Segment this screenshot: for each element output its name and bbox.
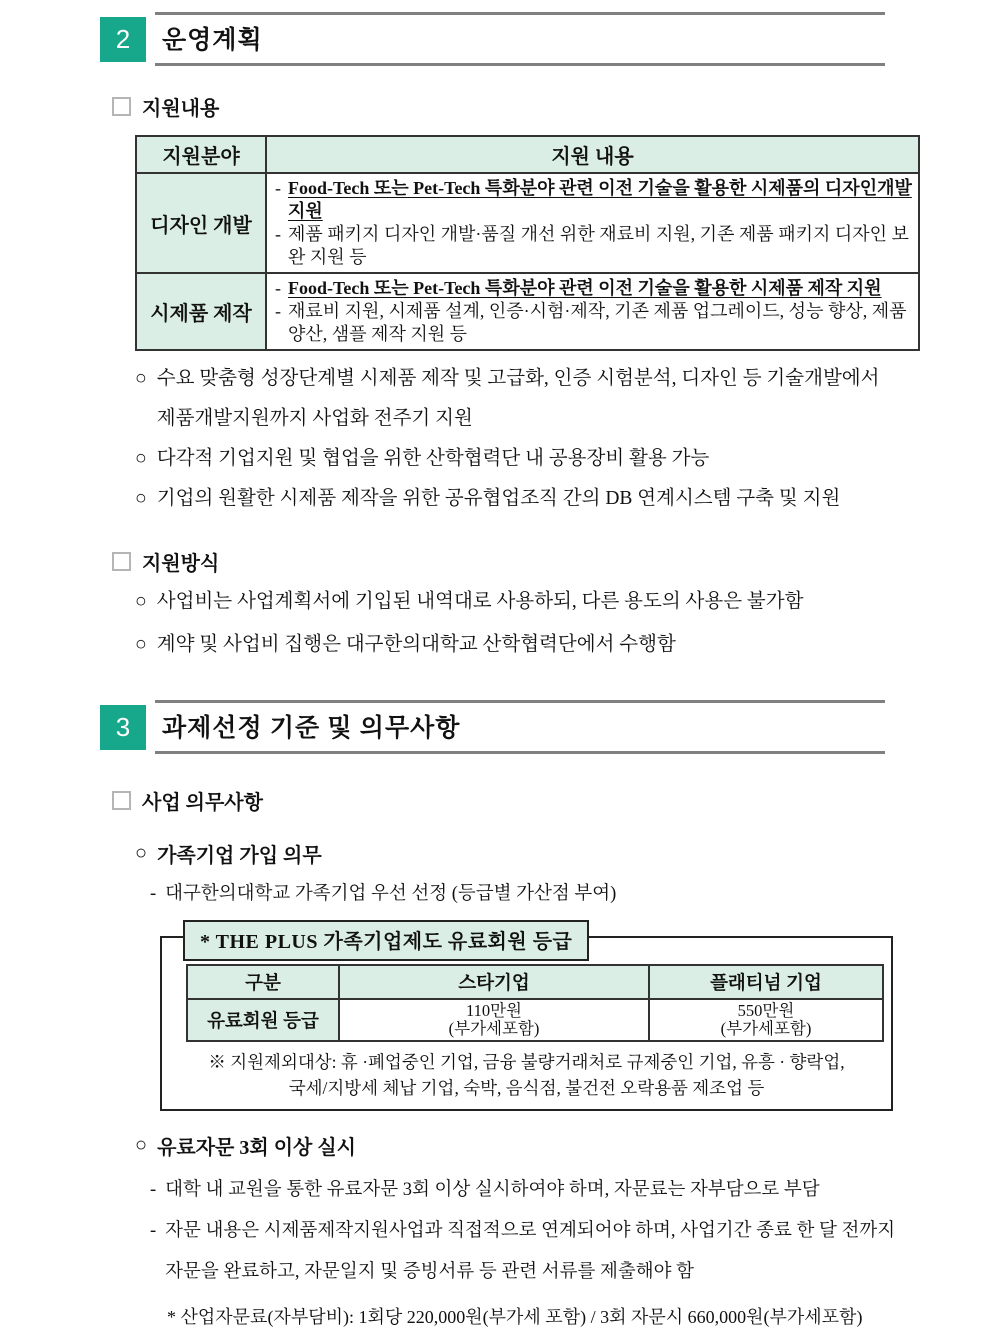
section-2-number-badge: 2 bbox=[100, 17, 146, 62]
square-bullet-icon bbox=[112, 791, 131, 810]
square-bullet-icon bbox=[112, 552, 131, 571]
the-plus-grade-box-title: * THE PLUS 가족기업제도 유료회원 등급 bbox=[183, 920, 589, 961]
duty-heading bbox=[112, 786, 992, 815]
list-item bbox=[275, 177, 912, 223]
circle-bullet: ○ bbox=[135, 591, 147, 612]
dash-bullet: - bbox=[275, 278, 281, 298]
support-content-heading-label: 지원내용 bbox=[142, 98, 220, 120]
family-company-heading-label: 가족기업 가입 의무 bbox=[157, 845, 322, 867]
dash-bullet: - bbox=[275, 301, 281, 321]
grade-table-value-row bbox=[187, 999, 883, 1041]
list-item bbox=[150, 1170, 912, 1211]
advisory-list bbox=[150, 1170, 912, 1293]
support-table-category-design: 디자인 개발 bbox=[136, 173, 266, 273]
grade-header-platinum: 플래티넘 기업 bbox=[649, 965, 883, 999]
paid-advisory-heading bbox=[135, 1131, 992, 1160]
section-2-title-rule bbox=[155, 12, 885, 66]
advisory-item-2: 자문 내용은 시제품제작지원사업과 직접적으로 연계되어야 하며, 사업기간 종료 한 달 전까지 자문을 완료하고, 자문일지 및 증빙서류 등 관련 서류를 제출해야 함 bbox=[165, 1221, 896, 1282]
grade-platinum-value bbox=[649, 999, 883, 1041]
duty-heading-label: 사업 의무사항 bbox=[142, 792, 263, 814]
dash-bullet: - bbox=[275, 178, 281, 198]
design-item-1: Food-Tech 또는 Pet-Tech 특화분야 관련 이전 기술을 활용한 시제품의 디자인개발 지원 bbox=[288, 178, 912, 221]
grade-table bbox=[186, 964, 884, 1042]
support-table-content-design bbox=[266, 173, 919, 273]
grade-platinum-vat: (부가세포함) bbox=[720, 1019, 812, 1038]
section-3-header bbox=[100, 700, 885, 754]
exclusion-note-line-1: ※ 지원제외대상: 휴 ·폐업중인 기업, 금융 불량거래처로 규제중인 기업, 유흥 · 향락업, bbox=[208, 1052, 845, 1072]
method-bullet-2: 계약 및 사업비 집행은 대구한의대학교 산학협력단에서 수행함 bbox=[156, 634, 676, 655]
dash-bullet: - bbox=[150, 1221, 157, 1241]
support-content-heading bbox=[112, 92, 992, 121]
prototype-item-2: 재료비 지원, 시제품 설계, 인증·시험·제작, 기존 제품 업그레이드, 성능 향상, 제품 양산, 샘플 제작 지원 등 bbox=[288, 301, 907, 344]
paid-advisory-heading-label: 유료자문 3회 이상 실시 bbox=[157, 1137, 356, 1159]
section-2-title: 운영계획 bbox=[162, 27, 263, 54]
support-table-content-prototype bbox=[266, 273, 919, 350]
square-bullet-icon bbox=[112, 97, 131, 116]
list-item bbox=[135, 623, 897, 666]
section-3-title-rule bbox=[155, 700, 885, 754]
support-table-header-row bbox=[136, 136, 919, 173]
family-note-list bbox=[150, 882, 912, 906]
method-bullet-1: 사업비는 사업계획서에 기입된 내역대로 사용하되, 다른 용도의 사용은 불가함 bbox=[156, 591, 804, 612]
method-bullet-list bbox=[135, 580, 897, 666]
support-table bbox=[135, 135, 920, 351]
grade-header-star: 스타기업 bbox=[339, 965, 649, 999]
circle-bullet: ○ bbox=[135, 842, 148, 864]
family-company-heading bbox=[135, 839, 992, 868]
list-item bbox=[135, 580, 897, 623]
list-item bbox=[275, 300, 912, 346]
section-3-title: 과제선정 기준 및 의무사항 bbox=[162, 715, 461, 742]
family-note: 대구한의대학교 가족기업 우선 선정 (등급별 가산점 부여) bbox=[165, 884, 617, 904]
grade-star-amount: 110만원 bbox=[465, 1001, 523, 1020]
section-2-header bbox=[100, 12, 885, 66]
advisory-item-1: 대학 내 교원을 통한 유료자문 3회 이상 실시하여야 하며, 자문료는 자부담으로 부담 bbox=[165, 1180, 820, 1200]
support-table-row-design bbox=[136, 173, 919, 273]
grade-star-vat: (부가세포함) bbox=[448, 1019, 540, 1038]
grade-header-category: 구분 bbox=[187, 965, 339, 999]
circle-bullet: ○ bbox=[135, 634, 147, 655]
the-plus-grade-box bbox=[160, 931, 893, 1111]
support-method-heading-label: 지원방식 bbox=[142, 553, 220, 575]
support-table-category-prototype: 시제품 제작 bbox=[136, 273, 266, 350]
prototype-item-1: Food-Tech 또는 Pet-Tech 특화분야 관련 이전 기술을 활용한 시제품 제작 지원 bbox=[288, 278, 882, 298]
support-table-header-content: 지원 내용 bbox=[266, 136, 919, 173]
support-bullet-list bbox=[135, 359, 897, 519]
section-3-number-badge: 3 bbox=[100, 705, 146, 750]
support-bullet-2: 다각적 기업지원 및 협업을 위한 산학협력단 내 공용장비 활용 가능 bbox=[156, 448, 710, 469]
list-item bbox=[135, 439, 897, 479]
support-table-header-field: 지원분야 bbox=[136, 136, 266, 173]
list-item bbox=[150, 1211, 912, 1293]
list-item bbox=[275, 277, 912, 300]
circle-bullet: ○ bbox=[135, 368, 147, 389]
grade-row-label: 유료회원 등급 bbox=[187, 999, 339, 1041]
list-item bbox=[135, 479, 897, 519]
support-bullet-3: 기업의 원활한 시제품 제작을 위한 공유협업조직 간의 DB 연계시스템 구축 및 지원 bbox=[156, 488, 841, 509]
circle-bullet: ○ bbox=[135, 488, 147, 509]
support-method-heading bbox=[112, 547, 992, 576]
grade-platinum-amount: 550만원 bbox=[737, 1001, 795, 1020]
grade-table-header-row bbox=[187, 965, 883, 999]
exclusion-note-line-2: 국세/지방세 체납 기업, 숙박, 음식점, 불건전 오락용품 제조업 등 bbox=[288, 1078, 765, 1098]
exclusion-note bbox=[162, 1049, 891, 1101]
circle-bullet: ○ bbox=[135, 1134, 148, 1156]
list-item bbox=[150, 882, 912, 906]
dash-bullet: - bbox=[150, 884, 157, 904]
list-item bbox=[275, 223, 912, 269]
dash-bullet: - bbox=[150, 1180, 157, 1200]
support-table-row-prototype bbox=[136, 273, 919, 350]
dash-bullet: - bbox=[275, 224, 281, 244]
design-item-2: 제품 패키지 디자인 개발·품질 개선 위한 재료비 지원, 기존 제품 패키지 디자인 보완 지원 등 bbox=[288, 224, 909, 267]
circle-bullet: ○ bbox=[135, 448, 147, 469]
advisory-fee-note: * 산업자문료(자부담비): 1회당 220,000원(부가세 포함) / 3회 자문시 660,000원(부가세포함) bbox=[167, 1307, 863, 1327]
list-item bbox=[135, 359, 897, 439]
grade-star-value bbox=[339, 999, 649, 1041]
support-bullet-1: 수요 맞춤형 성장단계별 시제품 제작 및 고급화, 인증 시험분석, 디자인 등 기술개발에서 제품개발지원까지 사업화 전주기 지원 bbox=[156, 368, 880, 429]
